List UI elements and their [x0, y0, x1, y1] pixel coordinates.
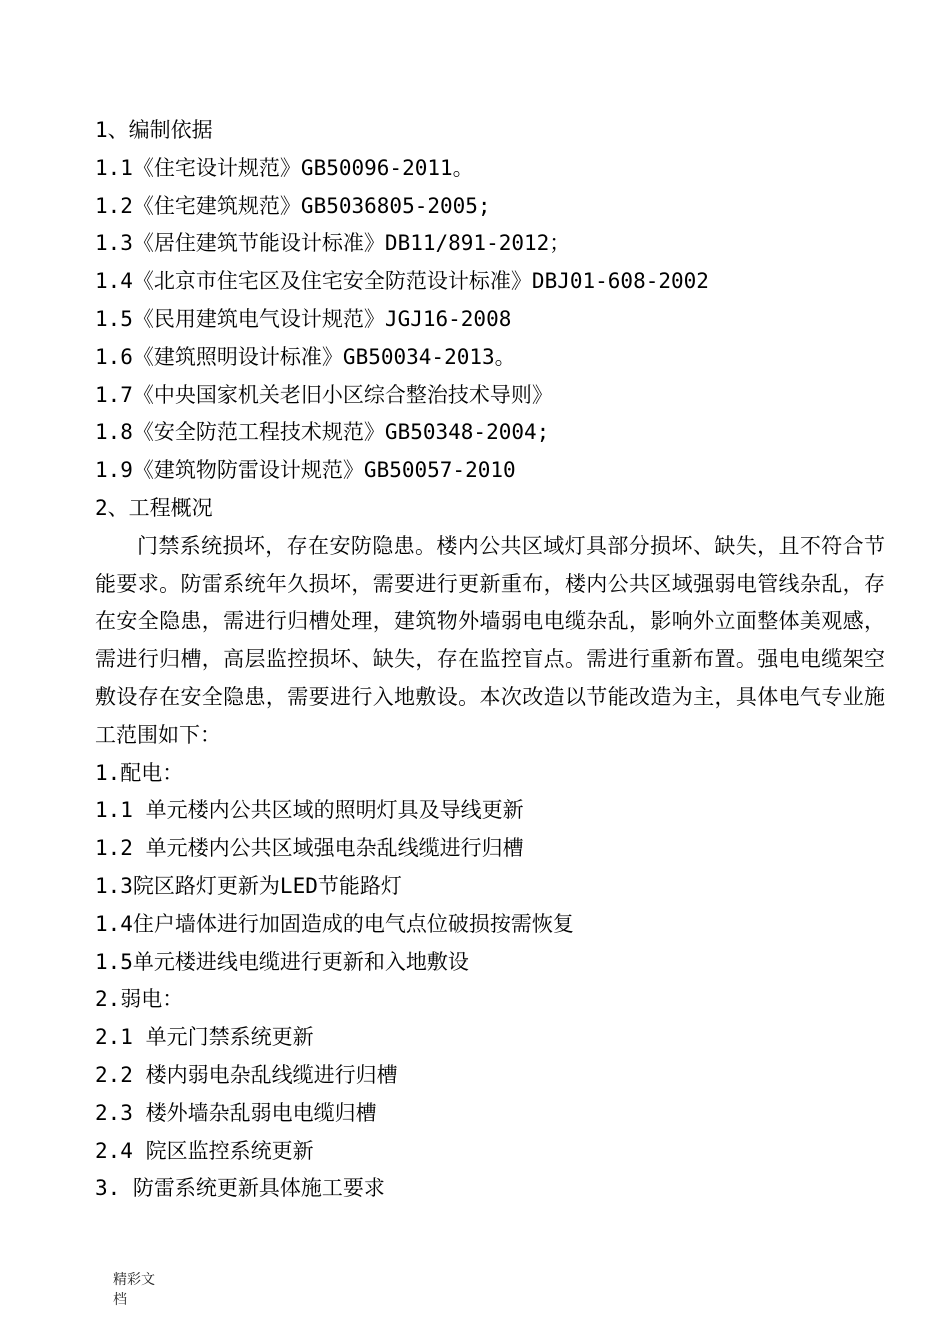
footer-line: 精彩文	[113, 1272, 155, 1288]
basis-list	[95, 112, 895, 528]
document-line: 2.1 单元门禁系统更新	[95, 1025, 314, 1050]
document-line: 1.5单元楼进线电缆进行更新和入地敷设	[95, 949, 469, 974]
document-line: 1.5《民用建筑电气设计规范》JGJ16-2008	[95, 306, 512, 331]
scope-list	[95, 755, 895, 1209]
document-line: 2.4 院区监控系统更新	[95, 1138, 314, 1163]
document-line: 1.1《住宅设计规范》GB50096-2011。	[95, 155, 474, 180]
page-footer	[113, 1270, 173, 1310]
document-line: 1.8《安全防范工程技术规范》GB50348-2004;	[95, 420, 550, 445]
document-line: 1.配电：	[95, 760, 184, 785]
document-line: 1.9《建筑物防雷设计规范》GB50057-2010	[95, 458, 516, 483]
document-line: 1、编制依据	[95, 118, 213, 142]
document-line: 1.3院区路灯更新为LED节能路灯	[95, 873, 402, 898]
document-line: 1.4住户墙体进行加固造成的电气点位破损按需恢复	[95, 911, 574, 936]
document-line: 1.1 单元楼内公共区域的照明灯具及导线更新	[95, 798, 524, 823]
document-line: 1.7《中央国家机关老旧小区综合整治技术导则》	[95, 382, 553, 407]
document-line: 2.弱电：	[95, 987, 184, 1012]
overview-paragraph: 门禁系统损坏，存在安防隐患。楼内公共区域灯具部分损坏、缺失，且不符合节能要求。防雷系统年久损坏，需要进行更新重布，楼内公共区域强弱电管线杂乱，存在安全隐患，需进行归槽处理，建筑物外墙弱电电缆杂乱，影响外立面整体美观感，需进行归槽，高层监控损坏、缺失，存在监控盲点。需进行重新布置。强电电缆架空敷设存在安全隐患，需要进行入地敷设。本次改造以节能改造为主，具体电气专业施工范围如下：	[95, 533, 885, 747]
document-line: 3. 防雷系统更新具体施工要求	[95, 1176, 385, 1201]
document-line: 1.2《住宅建筑规范》GB5036805-2005;	[95, 193, 491, 218]
document-line: 2.2 楼内弱电杂乱线缆进行归槽	[95, 1062, 398, 1087]
document-line: 1.6《建筑照明设计标准》GB50034-2013。	[95, 344, 516, 369]
document-line: 1.3《居住建筑节能设计标准》DB11/891-2012；	[95, 231, 571, 256]
document-line: 2、工程概况	[95, 495, 213, 520]
document-line: 1.4《北京市住宅区及住宅安全防范设计标准》DBJ01-608-2002	[95, 269, 709, 294]
footer-line: 档	[113, 1292, 127, 1308]
document-body	[95, 112, 895, 1208]
document-line: 2.3 楼外墙杂乱弱电电缆归槽	[95, 1100, 377, 1125]
document-line: 1.2 单元楼内公共区域强电杂乱线缆进行归槽	[95, 836, 524, 861]
